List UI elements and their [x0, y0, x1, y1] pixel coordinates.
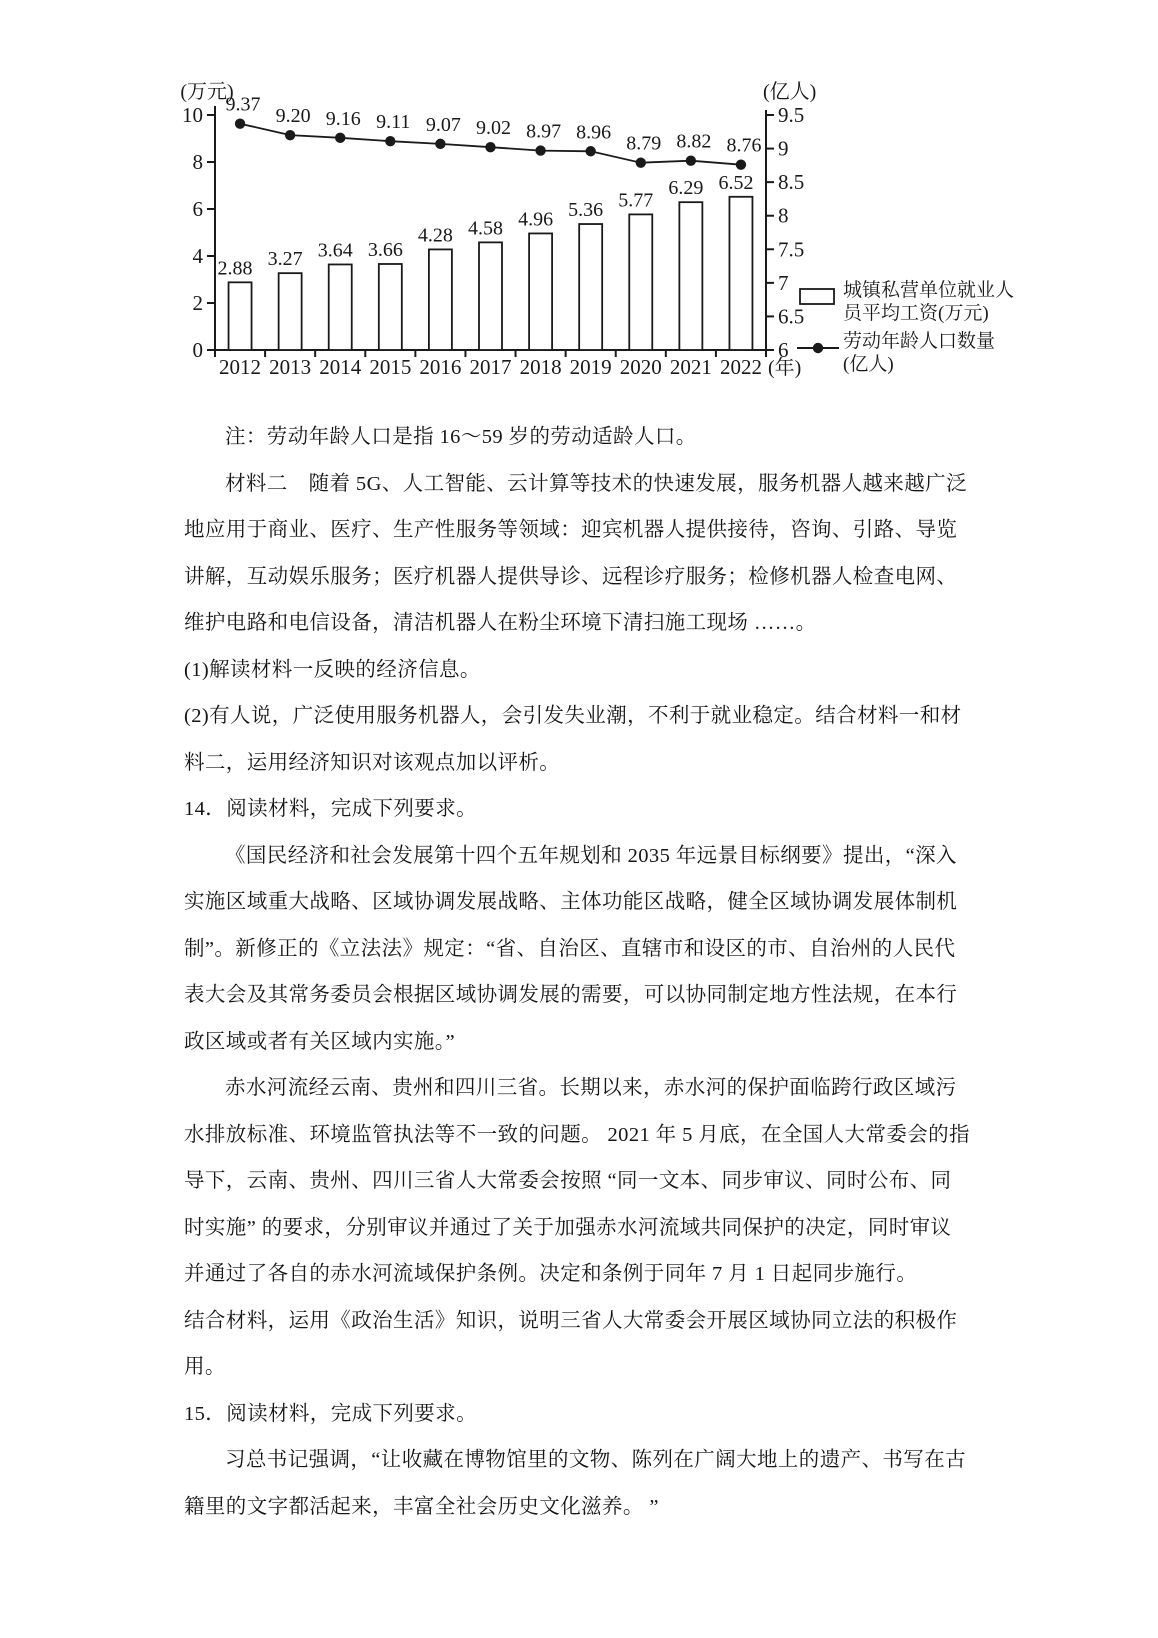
- line-value-label: 9.20: [275, 105, 311, 128]
- wage-bar: [229, 282, 252, 350]
- line-value-label: 8.97: [526, 120, 562, 143]
- x-axis-year-label: 2018: [519, 355, 562, 379]
- population-line-marker: [235, 119, 245, 129]
- document-line: 结合材料，运用《政治生活》知识，说明三省人大常委会开展区域协同立法的积极作: [184, 1309, 958, 1332]
- document-line: 料二，运用经济知识对该观点加以评析。: [184, 751, 561, 774]
- wage-bar: [429, 249, 452, 350]
- wage-bar: [679, 202, 702, 350]
- wage-bar: [729, 197, 752, 350]
- x-axis-year-label: 2020: [619, 355, 662, 379]
- wage-bar: [529, 233, 552, 350]
- left-axis-tick-label: 10: [182, 103, 203, 127]
- left-axis-tick-label: 2: [192, 291, 203, 315]
- line-value-label: 8.96: [576, 121, 612, 144]
- population-line-marker: [535, 145, 545, 155]
- population-line-marker: [285, 130, 295, 140]
- left-axis-tick-label: 0: [192, 338, 203, 362]
- legend-line-label-line1: 劳动年龄人口数量: [843, 331, 996, 352]
- population-line-marker: [736, 159, 746, 169]
- document-line: 用。: [184, 1356, 226, 1378]
- population-line-marker: [385, 136, 395, 146]
- line-value-label: 9.37: [225, 93, 261, 116]
- population-line-marker: [585, 146, 595, 156]
- bar-value-label: 5.77: [618, 189, 654, 212]
- bar-value-label: 3.27: [267, 248, 303, 271]
- document-line: 讲解，互动娱乐服务；医疗机器人提供导诊、远程诊疗服务；检修机器人检查电网、: [184, 565, 958, 588]
- x-axis-year-label: 2017: [469, 355, 512, 379]
- left-axis-tick-label: 8: [192, 150, 203, 174]
- x-axis-year-label: 2019: [569, 355, 612, 379]
- wage-bar: [329, 264, 352, 350]
- population-line-marker: [686, 155, 696, 165]
- x-axis-year-label: 2015: [369, 355, 412, 379]
- document-line: 水排放标准、环境监管执法等不一致的问题。 2021 年 5 月底，在全国人大常委会的指: [184, 1123, 970, 1146]
- line-value-label: 8.76: [726, 134, 762, 157]
- bar-value-label: 6.52: [718, 171, 754, 194]
- document-line: 赤水河流经云南、贵州和四川三省。长期以来，赤水河的保护面临跨行政区域污: [225, 1077, 957, 1099]
- bar-value-label: 3.64: [317, 239, 353, 262]
- document-line: 习总书记强调，“让收藏在博物馆里的文物、陈列在广阔大地上的遗产、书写在古: [225, 1449, 966, 1471]
- bar-value-label: 6.29: [668, 177, 704, 200]
- legend-bar-swatch: [800, 289, 834, 304]
- population-line-marker: [485, 142, 495, 152]
- x-axis-year-label: 2012: [219, 355, 262, 379]
- right-axis-tick-label: 9.5: [778, 103, 805, 127]
- line-value-label: 9.07: [425, 113, 461, 136]
- x-axis-year-label: 2021: [669, 355, 712, 379]
- document-line: 注：劳动年龄人口是指 16～59 岁的劳动适龄人口。: [225, 426, 697, 448]
- right-axis-tick-label: 7: [778, 270, 789, 295]
- line-value-label: 8.82: [676, 130, 712, 153]
- population-line-marker: [435, 139, 445, 149]
- wage-and-working-age-population-chart: [0, 0, 1158, 400]
- wage-bar: [479, 242, 502, 350]
- legend-bar-label-line1: 城镇私营单位就业人: [843, 280, 1015, 301]
- population-line-marker: [636, 157, 646, 167]
- document-line: 《国民经济和社会发展第十四个五年规划和 2035 年远景目标纲要》提出，“深入: [225, 844, 957, 867]
- legend-line-swatch-marker: [813, 343, 823, 353]
- right-axis-tick-label: 8.5: [778, 170, 805, 195]
- line-value-label: 9.16: [325, 107, 361, 130]
- right-axis-caption: (亿人): [763, 81, 817, 103]
- line-value-label: 9.02: [476, 117, 511, 140]
- left-axis-tick-label: 4: [192, 244, 203, 268]
- document-line: (1)解读材料一反映的经济信息。: [184, 658, 481, 681]
- document-text: [184, 414, 970, 1530]
- document-line: 材料二 随着 5G、人工智能、云计算等技术的快速发展，服务机器人越来越广泛: [225, 472, 967, 495]
- bar-value-label: 2.88: [217, 257, 253, 280]
- x-axis-year-label: 2016: [419, 355, 462, 379]
- document-line: 维护电路和电信设备，清洁机器人在粉尘环境下清扫施工现场 ……。: [184, 612, 817, 634]
- line-value-label: 8.79: [626, 132, 662, 155]
- document-line: 表大会及其常务委员会根据区域协调发展的需要，可以协同制定地方性法规，在本行: [184, 984, 958, 1006]
- document-line: 时实施” 的要求，分别审议并通过了关于加强赤水河流域共同保护的决定，同时审议: [184, 1216, 952, 1239]
- document-line: 地应用于商业、医疗、生产性服务等领域：迎宾机器人提供接待，咨询、引路、导览: [184, 519, 958, 541]
- chart-region: [0, 0, 1158, 400]
- x-axis-year-label: 2022: [719, 355, 762, 379]
- bar-value-label: 4.96: [518, 208, 554, 231]
- right-axis-tick-label: 9: [778, 136, 789, 161]
- bar-value-label: 4.58: [468, 217, 503, 240]
- wage-bar: [279, 273, 302, 350]
- bar-value-label: 5.36: [568, 199, 604, 222]
- x-axis-year-label: 2014: [319, 355, 362, 379]
- wage-bar: [629, 214, 652, 350]
- left-axis-tick-label: 6: [192, 197, 203, 221]
- line-value-label: 9.11: [376, 111, 411, 134]
- bar-value-label: 4.28: [417, 224, 453, 247]
- document-line: 并通过了各自的赤水河流域保护条例。决定和条例于同年 7 月 1 日起同步施行。: [184, 1263, 918, 1285]
- right-axis-tick-label: 8: [778, 203, 789, 228]
- right-axis-tick-label: 6: [778, 338, 789, 362]
- x-axis-caption: (年): [768, 357, 802, 379]
- bar-value-label: 3.66: [367, 238, 403, 261]
- wage-bar: [379, 264, 402, 350]
- legend-bar-label-line2: 员平均工资(万元): [843, 303, 989, 324]
- document-line: 实施区域重大战略、区域协调发展战略、主体功能区战略，健全区域协调发展体制机: [184, 891, 958, 913]
- document-line: 14．阅读材料，完成下列要求。: [184, 798, 477, 820]
- x-axis-year-label: 2013: [269, 355, 312, 379]
- wage-bar: [579, 224, 602, 350]
- document-line: 制”。新修正的《立法法》规定：“省、自治区、直辖市和设区的市、自治州的人民代: [184, 937, 956, 960]
- population-line-marker: [335, 133, 345, 143]
- document-line: 15．阅读材料，完成下列要求。: [184, 1402, 477, 1425]
- legend-line-label-line2: (亿人): [843, 354, 894, 375]
- document-line: 籍里的文字都活起来，丰富全社会历史文化滋养。 ”: [184, 1495, 659, 1518]
- document-line: 政区域或者有关区域内实施。”: [184, 1030, 455, 1053]
- right-axis-tick-label: 7.5: [778, 237, 805, 262]
- document-line: (2)有人说，广泛使用服务机器人，会引发失业潮，不利于就业稳定。结合材料一和材: [184, 705, 962, 727]
- right-axis-tick-label: 6.5: [778, 304, 805, 329]
- left-axis-caption: (万元): [180, 81, 234, 103]
- document-line: 导下，云南、贵州、四川三省人大常委会按照 “同一文本、同步审议、同时公布、同: [184, 1170, 952, 1192]
